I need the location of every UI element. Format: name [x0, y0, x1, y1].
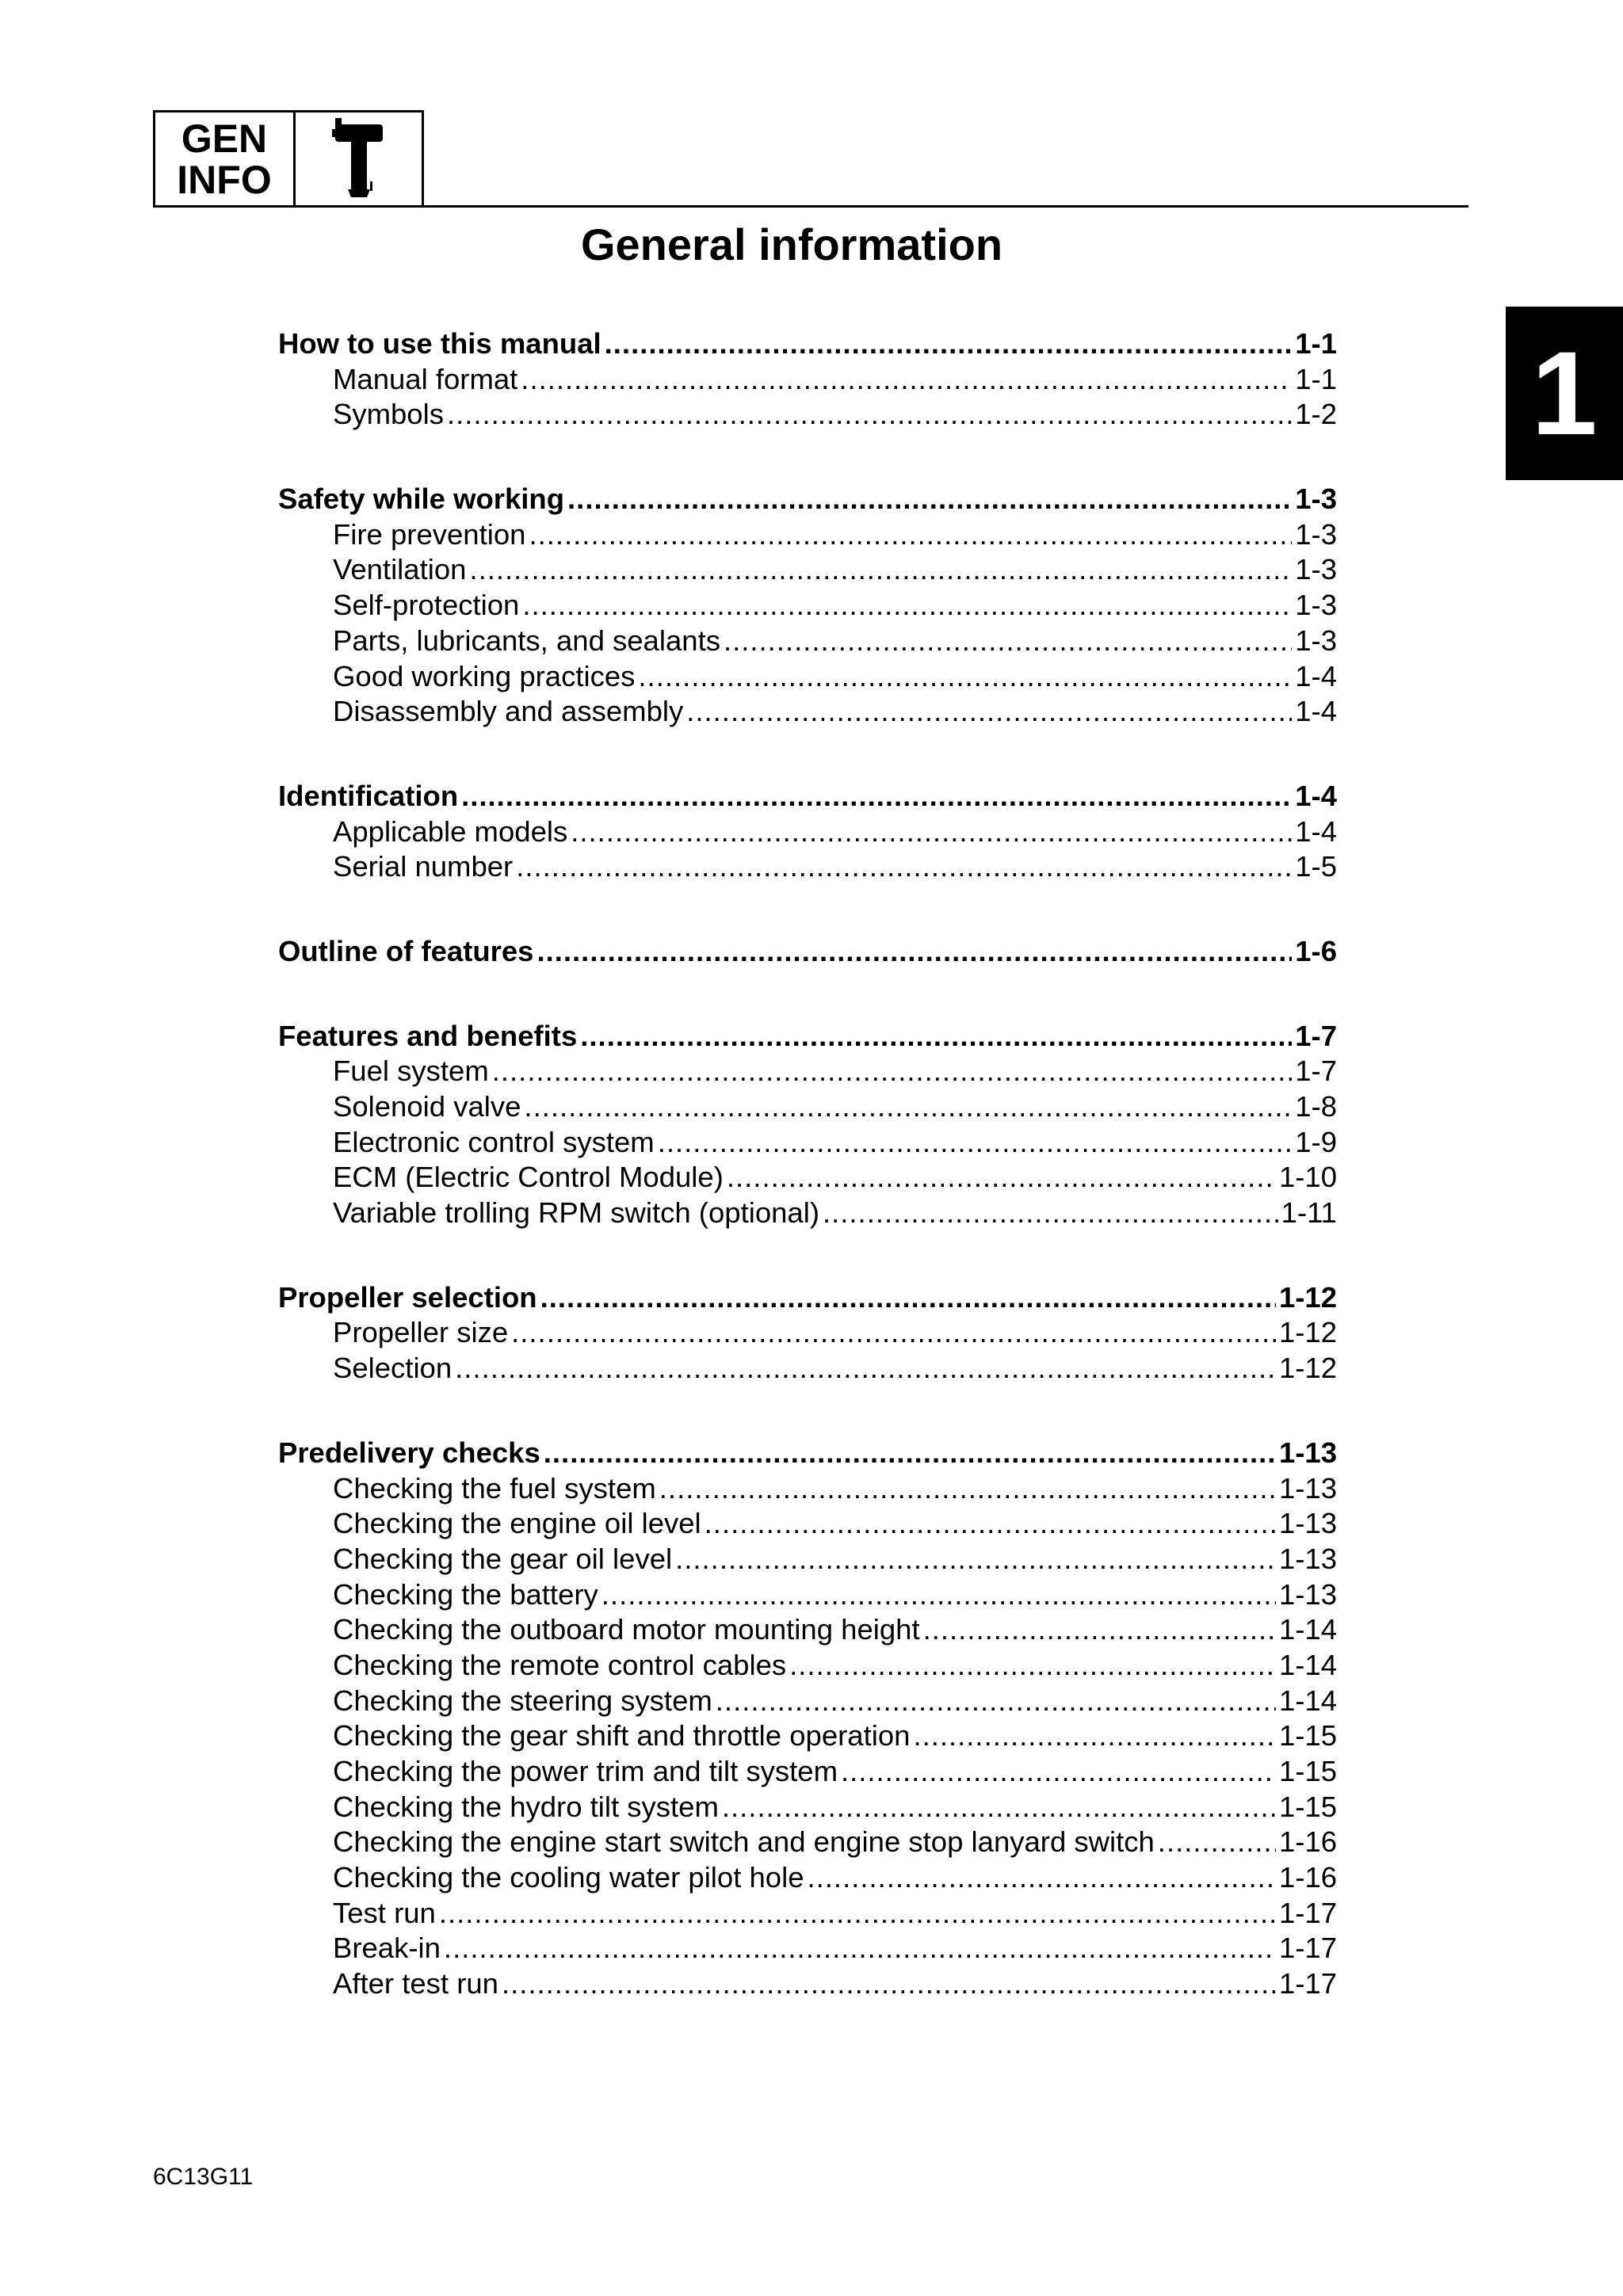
toc-section — [278, 482, 1337, 730]
toc-subentry[interactable] — [278, 518, 1337, 554]
section-label-line1: GEN — [181, 116, 268, 161]
dot-leader — [580, 1020, 1292, 1053]
toc-entry-label: Test run — [333, 1896, 436, 1929]
toc-entry-page: 1-12 — [1278, 1280, 1337, 1314]
toc-entry-page: 1-15 — [1278, 1755, 1337, 1787]
chapter-number: 1 — [1531, 326, 1598, 460]
toc-section-heading[interactable] — [278, 327, 1337, 363]
dot-leader — [524, 1090, 1292, 1123]
toc-entry-label: After test run — [333, 1967, 498, 2000]
outboard-motor-icon — [296, 113, 422, 205]
toc-subentry[interactable] — [278, 1126, 1337, 1161]
toc-entry-label: Disassembly and assembly — [333, 695, 684, 728]
dot-leader — [923, 1613, 1276, 1646]
toc-entry-page: 1-9 — [1295, 1125, 1337, 1158]
toc-entry-page: 1-7 — [1295, 1055, 1337, 1088]
table-of-contents — [278, 327, 1337, 2052]
toc-entry-page: 1-4 — [1295, 695, 1337, 728]
toc-subentry[interactable] — [278, 1791, 1337, 1826]
toc-entry-label: Safety while working — [278, 482, 565, 516]
toc-subentry[interactable] — [278, 1352, 1337, 1387]
toc-section — [278, 1020, 1337, 1232]
dot-leader — [716, 1684, 1276, 1718]
toc-entry-page: 1-13 — [1278, 1577, 1337, 1611]
dot-leader — [521, 363, 1292, 396]
toc-entry-page: 1-17 — [1278, 1896, 1337, 1929]
toc-entry-label: ECM (Electric Control Module) — [333, 1161, 724, 1194]
dot-leader — [537, 935, 1292, 968]
toc-entry-page: 1-17 — [1278, 1967, 1337, 2000]
toc-entry-label: Checking the hydro tilt system — [333, 1790, 719, 1823]
toc-entry-page: 1-4 — [1295, 779, 1337, 812]
toc-entry-page: 1-16 — [1278, 1861, 1337, 1894]
toc-subentry[interactable] — [278, 1755, 1337, 1791]
dot-leader — [789, 1649, 1276, 1682]
toc-entry-label: Checking the fuel system — [333, 1471, 656, 1505]
dot-leader — [605, 327, 1293, 360]
toc-section-heading[interactable] — [278, 935, 1337, 971]
toc-entry-page: 1-6 — [1295, 934, 1337, 967]
toc-entry-page: 1-1 — [1295, 362, 1337, 395]
toc-entry-page: 1-12 — [1278, 1316, 1337, 1349]
toc-entry-page: 1-14 — [1278, 1613, 1337, 1646]
toc-entry-label: Checking the engine oil level — [333, 1507, 701, 1540]
section-label — [155, 113, 296, 205]
toc-entry-label: Selection — [333, 1352, 453, 1385]
toc-entry-label: Manual format — [333, 362, 518, 395]
toc-subentry[interactable] — [278, 398, 1337, 433]
dot-leader — [540, 1281, 1276, 1314]
toc-subentry[interactable] — [278, 1507, 1337, 1543]
dot-leader — [461, 780, 1292, 813]
page-title — [0, 217, 1623, 273]
toc-entry-page: 1-3 — [1295, 589, 1337, 622]
toc-entry-label: Variable trolling RPM switch (optional) — [333, 1196, 819, 1230]
section-label-line2: INFO — [177, 157, 272, 202]
toc-entry-label: Solenoid valve — [333, 1090, 521, 1123]
toc-section — [278, 1436, 1337, 2003]
toc-subentry[interactable] — [278, 1578, 1337, 1614]
dot-leader — [638, 660, 1292, 693]
toc-subentry[interactable] — [278, 1967, 1337, 2003]
toc-subentry[interactable] — [278, 1316, 1337, 1352]
toc-entry-page: 1-10 — [1278, 1161, 1337, 1194]
dot-leader — [469, 553, 1292, 586]
toc-entry-label: Checking the steering system — [333, 1684, 712, 1717]
toc-section-heading[interactable] — [278, 1436, 1337, 1472]
toc-entry-page: 1-8 — [1295, 1090, 1337, 1123]
toc-entry-page: 1-12 — [1278, 1352, 1337, 1385]
toc-section — [278, 780, 1337, 886]
toc-entry-label: Parts, lubricants, and sealants — [333, 624, 720, 657]
dot-leader — [722, 1791, 1276, 1824]
toc-subentry[interactable] — [278, 1897, 1337, 1932]
toc-entry-label: Checking the engine start switch and engine stop lanyard switch — [333, 1825, 1155, 1859]
toc-entry-page: 1-3 — [1295, 553, 1337, 586]
toc-entry-label: Checking the cooling water pilot hole — [333, 1861, 804, 1894]
toc-entry-page: 1-4 — [1295, 814, 1337, 848]
dot-leader — [544, 1436, 1276, 1470]
toc-entry-page: 1-4 — [1295, 659, 1337, 692]
dot-leader — [492, 1055, 1292, 1088]
toc-entry-page: 1-5 — [1295, 850, 1337, 883]
toc-subentry[interactable] — [278, 1932, 1337, 1967]
toc-subentry[interactable] — [278, 695, 1337, 730]
toc-subentry[interactable] — [278, 1613, 1337, 1649]
dot-leader — [529, 518, 1292, 551]
toc-entry-label: Checking the gear oil level — [333, 1542, 673, 1575]
toc-subentry[interactable] — [278, 553, 1337, 589]
dot-leader — [571, 815, 1292, 849]
toc-entry-label: Propeller size — [333, 1316, 509, 1349]
toc-subentry[interactable] — [278, 1719, 1337, 1755]
toc-entry-label: Electronic control system — [333, 1125, 655, 1158]
dot-leader — [705, 1507, 1276, 1540]
dot-leader — [686, 695, 1292, 728]
toc-section — [278, 1281, 1337, 1387]
toc-subentry[interactable] — [278, 1161, 1337, 1196]
dot-leader — [439, 1897, 1276, 1930]
toc-entry-page: 1-7 — [1295, 1019, 1337, 1052]
dot-leader — [447, 398, 1292, 431]
toc-subentry[interactable] — [278, 1543, 1337, 1578]
dot-leader — [823, 1196, 1278, 1230]
toc-entry-label: Ventilation — [333, 553, 467, 586]
toc-entry-page: 1-13 — [1278, 1471, 1337, 1505]
toc-entry-page: 1-3 — [1295, 482, 1337, 516]
dot-leader — [727, 1161, 1276, 1194]
toc-subentry[interactable] — [278, 1472, 1337, 1508]
toc-entry-label: Fire prevention — [333, 517, 526, 551]
toc-entry-page: 1-11 — [1281, 1196, 1337, 1230]
dot-leader — [808, 1861, 1276, 1894]
toc-entry-label: Checking the remote control cables — [333, 1648, 787, 1681]
header-rule — [424, 205, 1468, 208]
dot-leader — [516, 850, 1292, 883]
dot-leader — [502, 1967, 1276, 2000]
dot-leader — [522, 589, 1292, 622]
toc-entry-label: Checking the battery — [333, 1577, 598, 1611]
toc-subentry[interactable] — [278, 363, 1337, 399]
toc-entry-label: Features and benefits — [278, 1019, 578, 1052]
document-code: 6C13G11 — [153, 2164, 254, 2190]
toc-entry-label: Good working practices — [333, 659, 636, 692]
toc-subentry[interactable] — [278, 1825, 1337, 1861]
dot-leader — [511, 1316, 1276, 1349]
toc-subentry[interactable] — [278, 1196, 1337, 1232]
dot-leader — [913, 1719, 1276, 1753]
toc-entry-label: Identification — [278, 779, 459, 812]
toc-entry-label: Break-in — [333, 1932, 441, 1965]
toc-entry-label: Checking the outboard motor mounting height — [333, 1613, 920, 1646]
page-title-text: General information — [580, 219, 1003, 269]
dot-leader — [567, 482, 1292, 516]
toc-subentry[interactable] — [278, 815, 1337, 851]
toc-section — [278, 935, 1337, 971]
toc-entry-label: Propeller selection — [278, 1280, 537, 1314]
dot-leader — [658, 1126, 1293, 1159]
toc-subentry[interactable] — [278, 1684, 1337, 1720]
toc-entry-label: Serial number — [333, 850, 514, 883]
toc-subentry[interactable] — [278, 589, 1337, 624]
toc-entry-label: Self-protection — [333, 589, 520, 622]
toc-subentry[interactable] — [278, 624, 1337, 660]
toc-section-heading[interactable] — [278, 1020, 1337, 1055]
toc-section-heading[interactable] — [278, 1281, 1337, 1317]
dot-leader — [724, 624, 1292, 658]
toc-subentry[interactable] — [278, 1090, 1337, 1126]
toc-entry-label: Checking the gear shift and throttle operation — [333, 1719, 911, 1753]
dot-leader — [675, 1543, 1276, 1576]
toc-subentry[interactable] — [278, 660, 1337, 696]
dot-leader — [601, 1578, 1276, 1611]
toc-entry-label: Symbols — [333, 398, 444, 431]
toc-entry-page: 1-3 — [1295, 624, 1337, 657]
toc-entry-label: Applicable models — [333, 814, 568, 848]
toc-entry-page: 1-13 — [1278, 1542, 1337, 1575]
toc-entry-page: 1-16 — [1278, 1825, 1337, 1859]
toc-entry-page: 1-3 — [1295, 517, 1337, 551]
section-header-box — [153, 110, 424, 208]
toc-entry-page: 1-14 — [1278, 1648, 1337, 1681]
toc-entry-label: How to use this manual — [278, 327, 601, 360]
chapter-tab — [1506, 307, 1623, 480]
toc-section-heading[interactable] — [278, 482, 1337, 518]
toc-entry-page: 1-14 — [1278, 1684, 1337, 1717]
toc-entry-page: 1-1 — [1295, 327, 1337, 360]
toc-entry-label: Outline of features — [278, 934, 534, 967]
toc-subentry[interactable] — [278, 1861, 1337, 1897]
toc-entry-page: 1-2 — [1295, 398, 1337, 431]
dot-leader — [455, 1352, 1276, 1385]
toc-entry-label: Fuel system — [333, 1055, 489, 1088]
toc-subentry[interactable] — [278, 1055, 1337, 1090]
toc-entry-page: 1-13 — [1278, 1507, 1337, 1540]
toc-entry-page: 1-15 — [1278, 1719, 1337, 1753]
dot-leader — [1158, 1825, 1276, 1859]
toc-entry-page: 1-17 — [1278, 1932, 1337, 1965]
toc-entry-page: 1-13 — [1278, 1436, 1337, 1469]
dot-leader — [659, 1472, 1276, 1505]
dot-leader — [841, 1755, 1276, 1788]
toc-entry-page: 1-15 — [1278, 1790, 1337, 1823]
toc-section-heading[interactable] — [278, 780, 1337, 815]
toc-entry-label: Checking the power trim and tilt system — [333, 1755, 838, 1787]
toc-subentry[interactable] — [278, 1649, 1337, 1684]
dot-leader — [444, 1932, 1276, 1965]
toc-subentry[interactable] — [278, 850, 1337, 886]
toc-section — [278, 327, 1337, 433]
toc-entry-label: Predelivery checks — [278, 1436, 540, 1469]
